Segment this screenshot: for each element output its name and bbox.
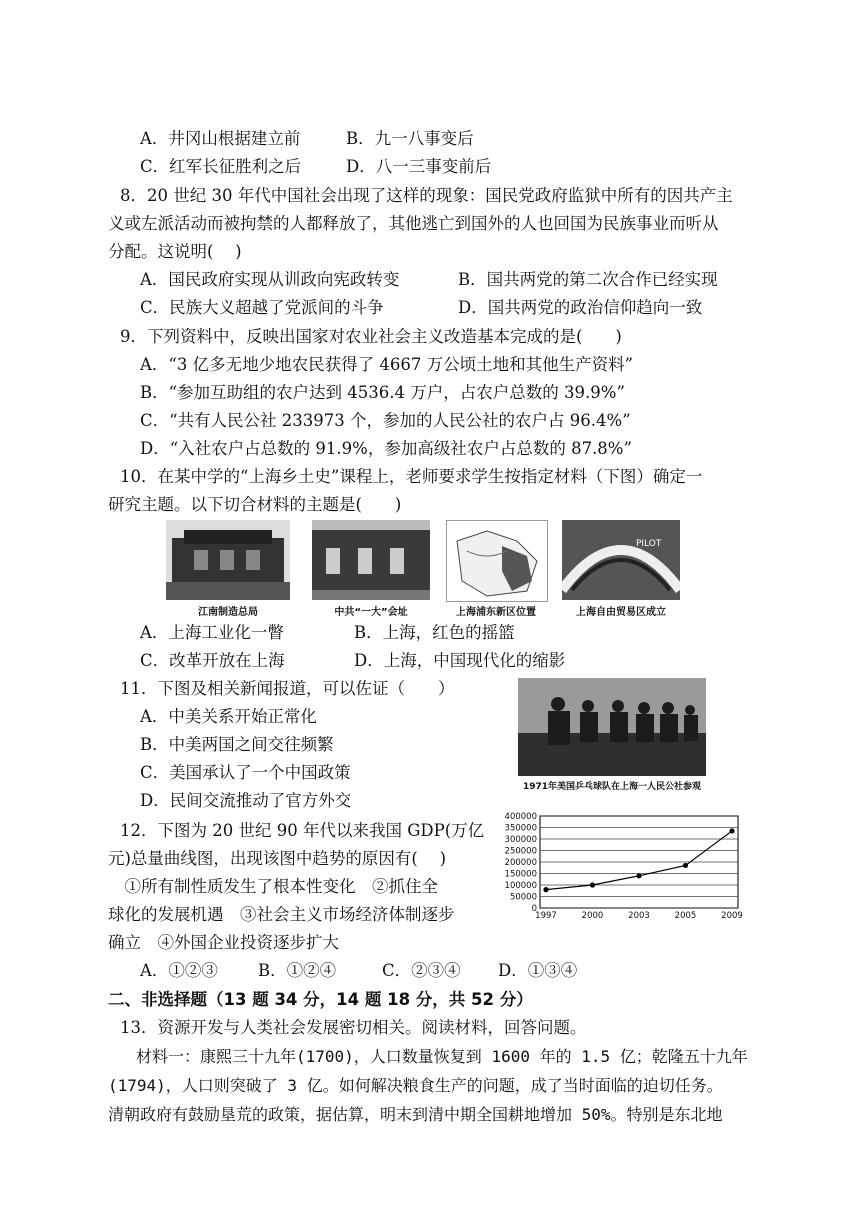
q12-stem-line-4: 球化的发展机遇 ③社会主义市场经济体制逐步 <box>108 905 455 924</box>
q8-option-b: B．国共两党的第二次合作已经实现 <box>458 270 718 289</box>
y-tick-label: 150000 <box>504 869 537 880</box>
q9-option-a: A．“3 亿多无地少地农民获得了 4667 万公顷土地和其他生产资料” <box>140 355 634 374</box>
gdp-data-point <box>683 863 688 868</box>
q11-option-d: D．民间交流推动了官方外交 <box>140 791 352 810</box>
x-tick-label: 1997 <box>535 911 557 921</box>
q9-stem: 9．下列资料中，反映出国家对农业社会主义改造基本完成的是( ) <box>120 327 622 346</box>
y-tick-label: 0 <box>531 904 537 914</box>
free-trade-zone-photo <box>562 520 680 600</box>
q12-stem-line-5: 确立 ④外国企业投资逐步扩大 <box>108 933 339 952</box>
x-tick-label: 2003 <box>628 911 650 921</box>
q10-option-d: D．上海，中国现代化的缩影 <box>354 651 566 670</box>
q8-option-a: A．国民政府实现从训政向宪政转变 <box>140 270 400 289</box>
gdp-data-point <box>543 887 548 892</box>
q12-stem-line-2: 元)总量曲线图，出现该图中趋势的原因有( ) <box>108 849 447 868</box>
jiangnan-arsenal-photo <box>166 520 290 600</box>
q8-stem-line-3: 分配。这说明( ) <box>108 242 242 261</box>
q11-stem: 11．下图及相关新闻报道，可以佐证（ ） <box>120 679 455 698</box>
y-tick-label: 300000 <box>504 835 537 845</box>
pilot-sign-text: PILOT <box>636 539 662 549</box>
gdp-data-point <box>636 873 641 878</box>
section-2-heading: 二、非选择题（13 题 34 分，14 题 18 分，共 52 分） <box>108 990 533 1009</box>
q10-option-b: B．上海，红色的摇篮 <box>354 623 515 642</box>
q13-stem: 13．资源开发与人类社会发展密切相关。阅读材料，回答问题。 <box>120 1018 587 1037</box>
q10-stem-line-2: 研究主题。以下切合材料的主题是( ) <box>108 495 402 514</box>
q12-option-b: B．①②④ <box>258 961 337 980</box>
q11-option-c: C．美国承认了一个中国政策 <box>140 763 351 782</box>
q7-option-b: B．九一八事变后 <box>346 129 474 148</box>
caption-pudong: 上海浦东新区位置 <box>456 607 536 618</box>
x-tick-label: 2009 <box>721 911 743 921</box>
x-tick-label: 2005 <box>674 911 697 921</box>
q10-option-a: A．上海工业化一瞥 <box>140 623 284 642</box>
y-tick-label: 100000 <box>504 881 537 891</box>
q12-option-d: D．①③④ <box>498 961 578 980</box>
y-tick-label: 250000 <box>504 846 537 857</box>
caption-first-congress: 中共“一大”会址 <box>334 607 408 618</box>
q13-material-1-line-1: 材料一：康熙三十九年(1700)，人口数量恢复到 1600 年的 1.5 亿；乾隆五十九年 <box>136 1047 748 1066</box>
q10-stem-line-1: 10．在某中学的“上海乡土史”课程上，老师要求学生按指定材料（下图）确定一 <box>120 467 703 486</box>
q7-option-a: A．井冈山根据建立前 <box>140 129 301 148</box>
gdp-series-line <box>546 831 732 890</box>
q12-stem-line-3: ①所有制性质发生了根本性变化 ②抓住全 <box>108 877 438 896</box>
q12-option-c: C．②③④ <box>382 961 461 980</box>
q7-option-c: C．红军长征胜利之后 <box>140 157 302 176</box>
caption-free-trade-zone: 上海自由贸易区成立 <box>576 607 666 618</box>
q13-material-1-line-2: (1794)，人口则突破了 3 亿。如何解决粮食生产的问题，成了当时面临的迫切任务。 <box>108 1076 723 1095</box>
q8-option-d: D．国共两党的政治信仰趋向一致 <box>458 298 703 317</box>
q11-option-b: B．中美两国之间交往频繁 <box>140 735 334 754</box>
q8-stem-line-1: 8．20 世纪 30 年代中国社会出现了这样的现象：国民党政府监狱中所有的因共产主 <box>120 186 733 205</box>
y-tick-label: 400000 <box>504 812 537 822</box>
q12-stem-line-1: 12．下图为 20 世纪 90 年代以来我国 GDP(万亿 <box>120 821 485 840</box>
q9-option-b: B．“参加互助组的农户达到 4536.4 万户，占农户总数的 39.9%” <box>140 383 625 402</box>
gdp-data-point <box>729 828 734 833</box>
q7-option-d: D．八一三事变前后 <box>346 157 492 176</box>
q9-option-c: C．“共有人民公社 233973 个，参加的人民公社的农户占 96.4%” <box>140 411 631 430</box>
q12-option-a: A．①②③ <box>140 961 218 980</box>
q8-option-c: C．民族大义超越了党派间的斗争 <box>140 298 384 317</box>
q10-option-c: C．改革开放在上海 <box>140 651 285 670</box>
pudong-map-image <box>446 520 548 602</box>
y-tick-label: 350000 <box>504 823 537 834</box>
y-tick-label: 50000 <box>509 892 537 903</box>
caption-jiangnan: 江南制造总局 <box>198 607 258 618</box>
q8-stem-line-2: 义或左派活动而被拘禁的人都释放了，其他逃亡到国外的人也回国为民族事业而听从 <box>108 214 719 233</box>
ping-pong-caption: 1971年美国乒乓球队在上海一人民公社参观 <box>522 782 702 792</box>
q13-material-1-line-3: 清朝政府有鼓励垦荒的政策，据估算，明末到清中期全国耕地增加 50%。特别是东北地 <box>108 1105 723 1124</box>
gdp-line-chart <box>484 810 744 922</box>
x-tick-label: 2000 <box>581 911 604 921</box>
q11-option-a: A．中美关系开始正常化 <box>140 707 317 726</box>
first-congress-site-photo <box>312 520 430 600</box>
q9-option-d: D．“入社农户占总数的 91.9%，参加高级社农户占总数的 87.8%” <box>140 439 632 458</box>
ping-pong-team-photo <box>518 678 706 776</box>
y-tick-label: 200000 <box>504 858 537 868</box>
gdp-data-point <box>590 882 595 887</box>
